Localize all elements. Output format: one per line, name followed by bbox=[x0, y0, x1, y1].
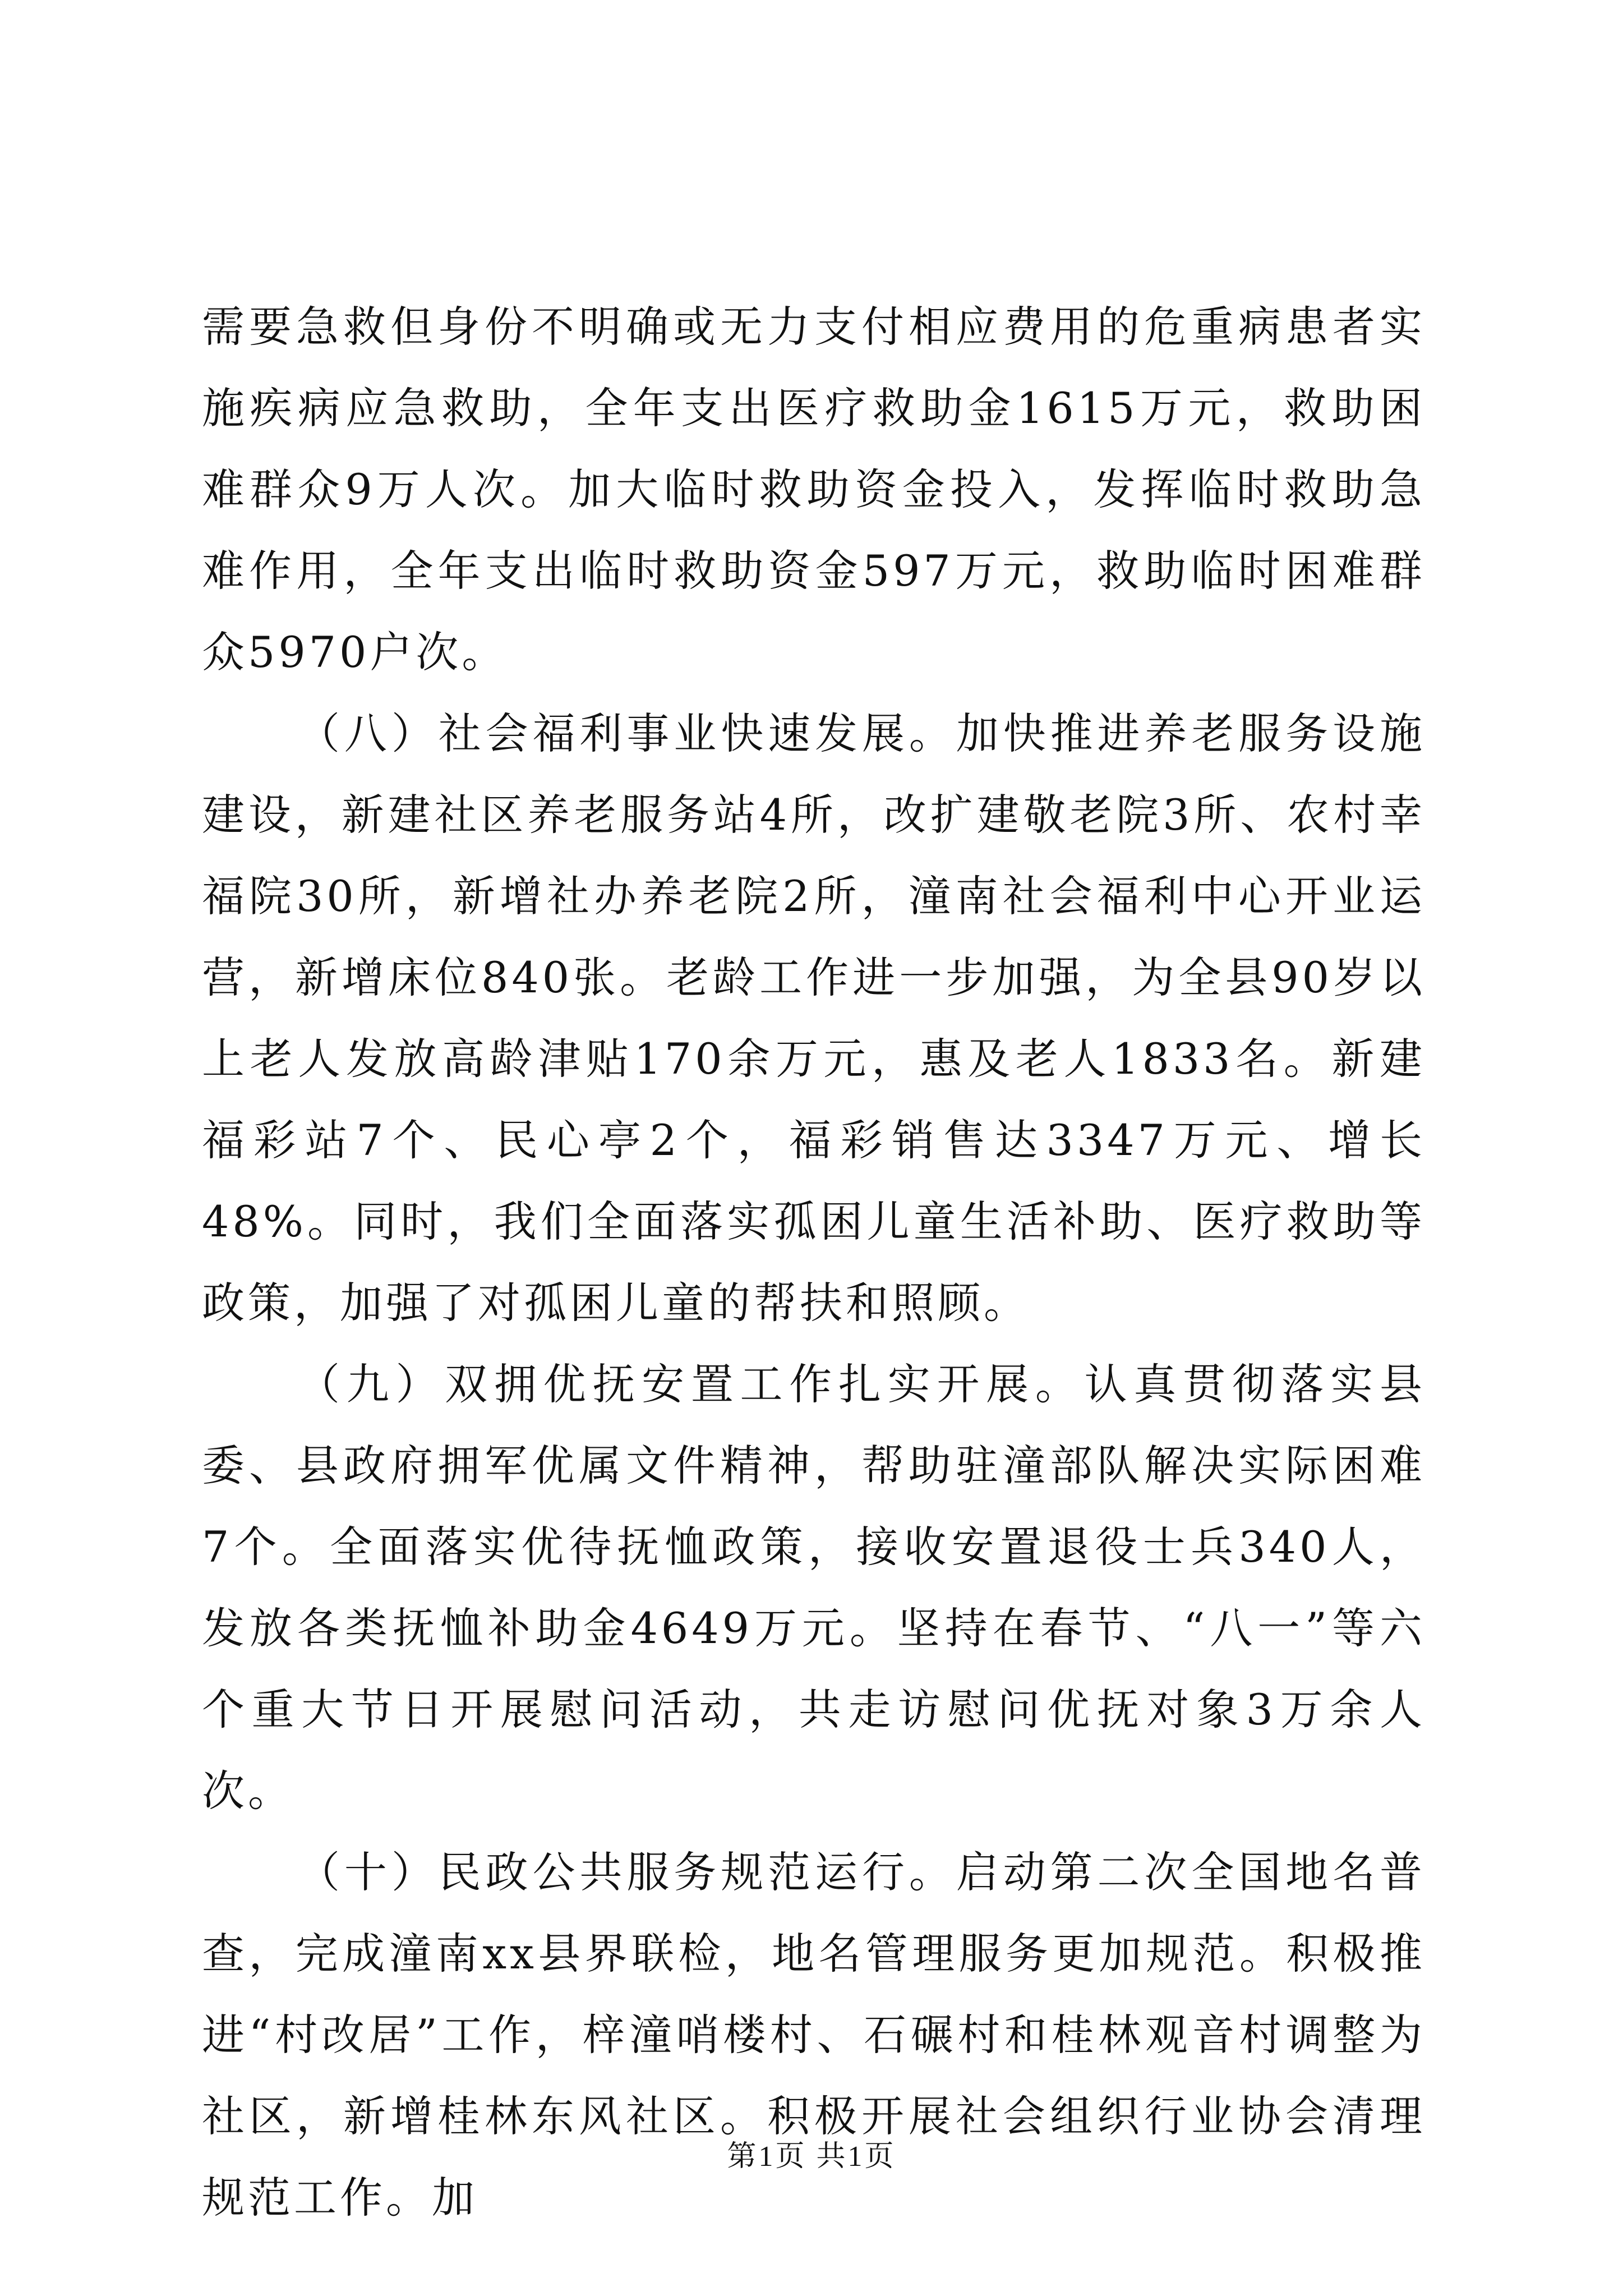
paragraph-3: （九）双拥优抚安置工作扎实开展。认真贯彻落实县委、县政府拥军优属文件精神，帮助驻潼部队解决实际困难7个。全面落实优待抚恤政策，接收安置退役士兵340人，发放各类抚恤补助金4649万元。坚持在春节、“八一”等六个重大节日开展慰问活动，共走访慰问优抚对象3万余人次。 bbox=[202, 1359, 1426, 1816]
page-number-label: 第1页 共1页 bbox=[727, 2141, 896, 2173]
paragraph-4: （十）民政公共服务规范运行。启动第二次全国地名普查，完成潼南xx县界联检，地名管理服务更加规范。积极推进“村改居”工作，梓潼哨楼村、石碾村和桂林观音村调整为社区，新增桂林东风社区。积极开展社会组织行业协会清理规范工作。加 bbox=[202, 1847, 1426, 2223]
document-body bbox=[202, 286, 1426, 2238]
page-footer bbox=[0, 2137, 1623, 2177]
paragraph-2: （八）社会福利事业快速发展。加快推进养老服务设施建设，新建社区养老服务站4所，改扩建敬老院3所、农村幸福院30所，新增社办养老院2所，潼南社会福利中心开业运营，新增床位840张。老龄工作进一步加强，为全县90岁以上老人发放高龄津贴170余万元，惠及老人1833名。新建福彩站7个、民心亭2个，福彩销售达3347万元、增长48%。同时，我们全面落实孤困儿童生活补助、医疗救助等政策，加强了对孤困儿童的帮扶和照顾。 bbox=[202, 708, 1426, 1328]
paragraph-1: 需要急救但身份不明确或无力支付相应费用的危重病患者实施疾病应急救助，全年支出医疗救助金1615万元，救助困难群众9万人次。加大临时救助资金投入，发挥临时救助急难作用，全年支出临时救助资金597万元，救助临时困难群众5970户次。 bbox=[202, 302, 1426, 677]
